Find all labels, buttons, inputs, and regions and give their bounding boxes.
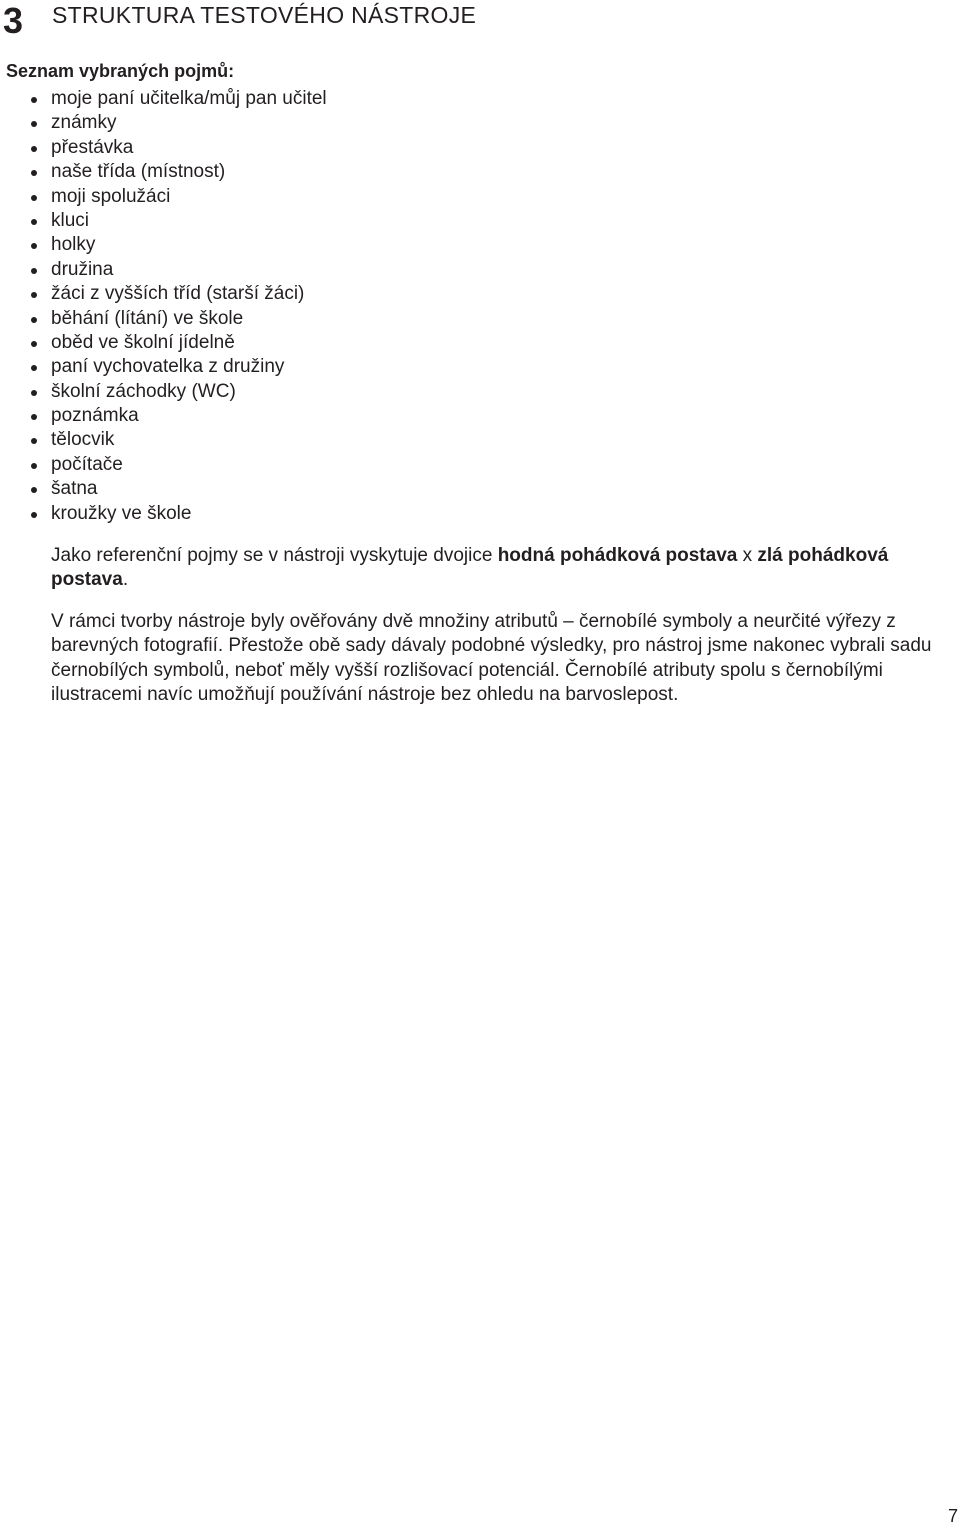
term-label: holky	[51, 234, 96, 256]
list-item	[0, 136, 900, 160]
paragraph-end: .	[122, 569, 129, 591]
bullet-icon	[31, 512, 37, 518]
bullet-icon	[31, 146, 37, 152]
good-character-term: hodná pohádková postava	[497, 545, 738, 566]
bullet-icon	[31, 219, 37, 225]
list-item	[0, 111, 900, 135]
bullet-icon	[31, 463, 37, 469]
reference-concepts-paragraph	[51, 544, 933, 593]
page-number: 7	[947, 1506, 958, 1526]
list-item	[0, 477, 900, 501]
term-label: paní vychovatelka z družiny	[51, 356, 285, 378]
list-item	[0, 355, 900, 379]
term-label: tělocvik	[51, 429, 115, 451]
term-label: poznámka	[51, 405, 139, 427]
list-item	[0, 282, 900, 306]
bullet-icon	[31, 438, 37, 444]
list-item	[0, 258, 900, 282]
bullet-icon	[31, 487, 37, 493]
term-label: známky	[51, 112, 117, 134]
bullet-icon	[31, 390, 37, 396]
bullet-icon	[31, 170, 37, 176]
bullet-icon	[31, 195, 37, 201]
list-item	[0, 502, 900, 526]
term-label: počítače	[51, 453, 123, 475]
list-item	[0, 185, 900, 209]
term-label: přestávka	[51, 136, 134, 158]
bullet-icon	[31, 414, 37, 420]
bullet-icon	[31, 317, 37, 323]
bullet-icon	[31, 243, 37, 249]
attributes-paragraph: V rámci tvorby nástroje byly ověřovány dvě množiny atributů – černobílé symboly a neurčité výřezy z barevných fotografií. Přestože obě sady dávaly podobné výsledky, pro nástroj jsme nakonec vybrali sadu černobílých symbolů, neboť měly vyšší rozlišovací potenciál. Černobílé atributy spolu s černobílými ilustracemi navíc umožňují používání nástroje bez ohledu na barvoslepost.	[51, 611, 932, 706]
term-label: běhání (lítání) ve škole	[51, 307, 244, 329]
term-label: kluci	[51, 209, 90, 231]
term-label: družina	[51, 258, 114, 280]
list-item	[0, 233, 900, 257]
chapter-title: STRUKTURA TESTOVÉHO NÁSTROJE	[52, 2, 477, 28]
bad-character-term: zlá pohádková postava	[51, 545, 889, 591]
bullet-icon	[31, 341, 37, 347]
list-item	[0, 160, 900, 184]
list-item	[0, 209, 900, 233]
term-label: šatna	[51, 478, 98, 500]
list-item	[0, 428, 900, 452]
term-label: moje paní učitelka/můj pan učitel	[51, 88, 327, 109]
chapter-number: 3	[3, 0, 23, 41]
term-label: oběd ve školní jídelně	[51, 331, 235, 353]
paragraph-separator: x	[737, 545, 758, 566]
bullet-icon	[31, 365, 37, 371]
bullet-icon	[31, 268, 37, 274]
list-item	[0, 404, 900, 428]
list-item	[0, 380, 900, 404]
list-item	[0, 307, 900, 331]
list-item	[0, 331, 900, 355]
term-label: kroužky ve škole	[51, 502, 192, 524]
list-item	[0, 453, 900, 477]
term-label: školní záchodky (WC)	[51, 380, 236, 402]
terms-heading: Seznam vybraných pojmů:	[6, 61, 235, 81]
terms-list	[0, 87, 900, 526]
bullet-icon	[31, 292, 37, 298]
bullet-icon	[31, 121, 37, 127]
bullet-icon	[31, 97, 37, 103]
list-item	[0, 87, 900, 111]
term-label: žáci z vyšších tříd (starší žáci)	[51, 283, 305, 305]
term-label: naše třída (místnost)	[51, 161, 226, 183]
term-label: moji spolužáci	[51, 185, 171, 207]
paragraph-intro: Jako referenční pojmy se v nástroji vyskytuje dvojice	[51, 545, 498, 566]
